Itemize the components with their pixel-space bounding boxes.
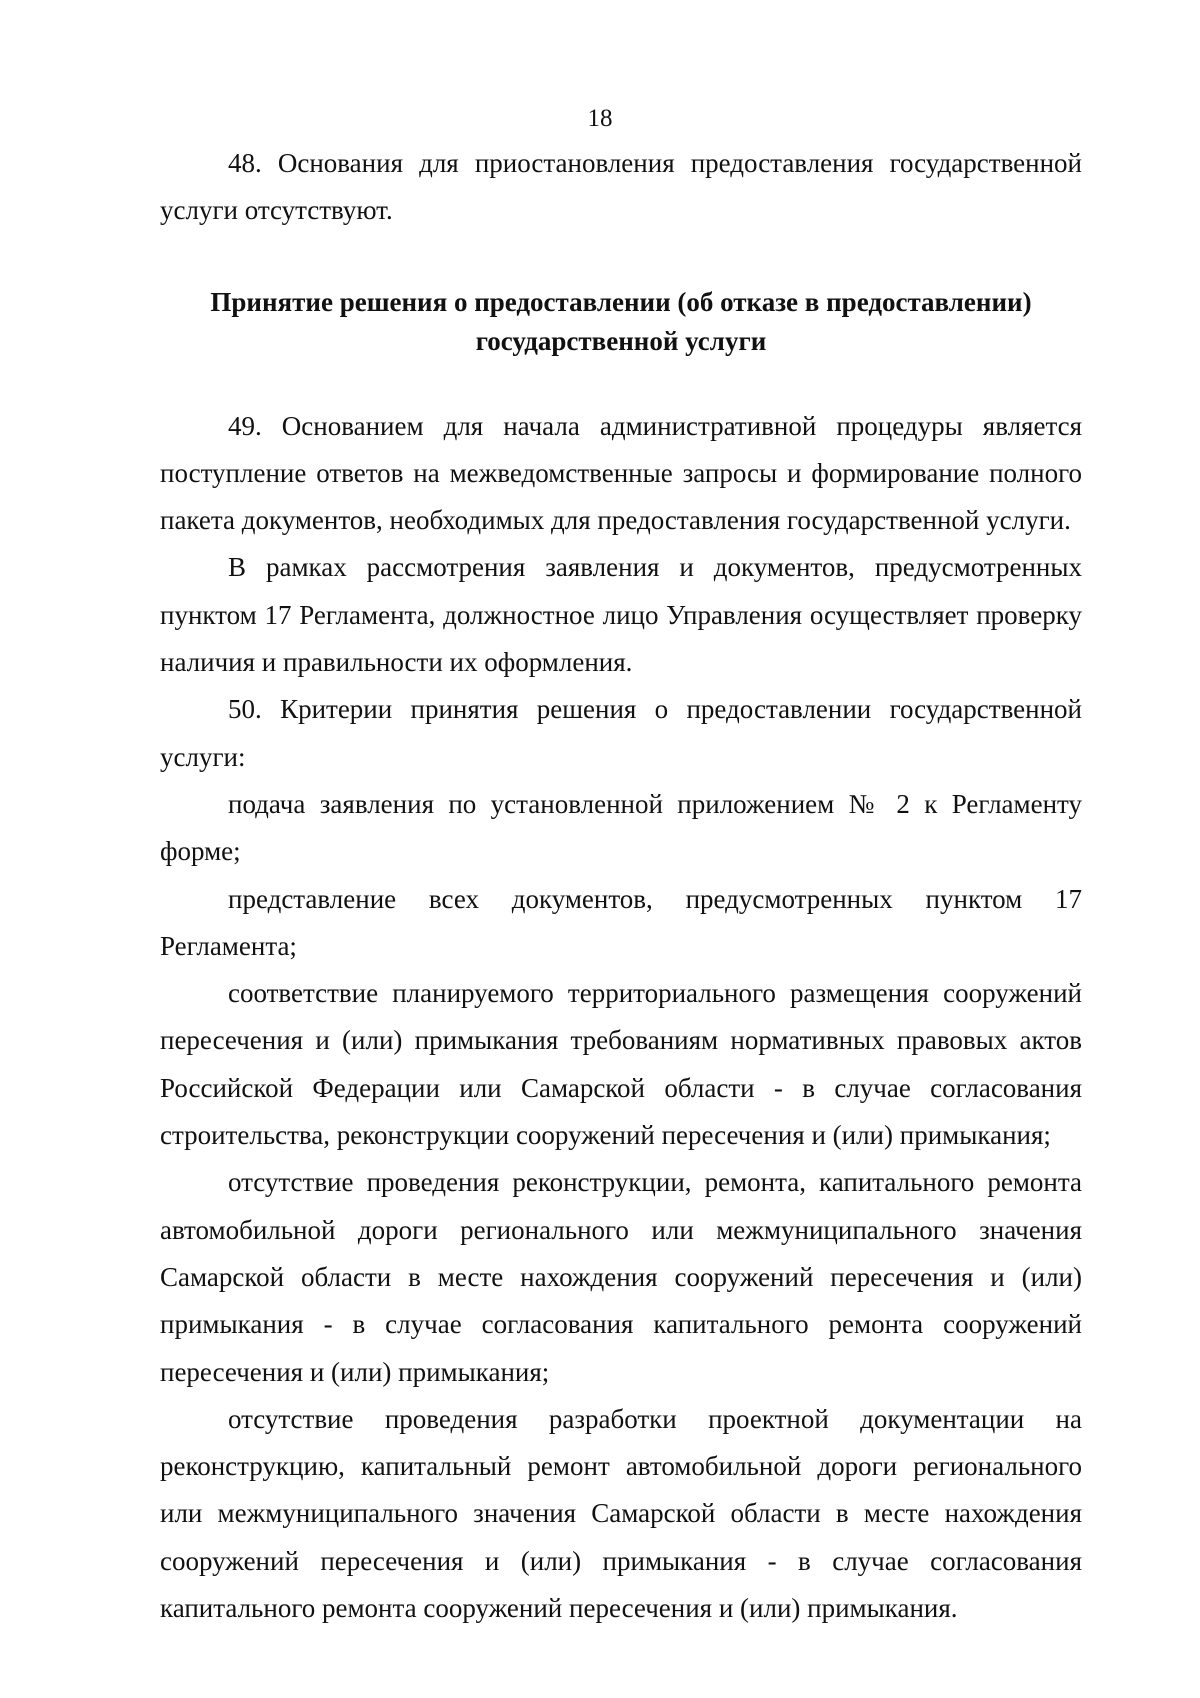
criterion-placement-compliance: соответствие планируемого территориального размещения сооружений пересечения и (или) примыкания требованиям нормативных правовых актов Российской Федерации или Самарской области - в случае согласования строительства, реконструкции сооружений пересечения и (или) примыкания; <box>160 978 1082 1151</box>
criterion-application-form: подача заявления по установленной приложением № 2 к Регламенту форме; <box>160 788 1082 867</box>
paragraph-48: 48. Основания для приостановления предоставления государственной услуги отсутствуют. <box>160 148 1082 226</box>
paragraph-49: 49. Основанием для начала административной процедуры является поступление ответов на межведомственные запросы и формирование полного пакета документов, необходимых для предоставления государственной услуги. <box>160 410 1082 536</box>
section-heading <box>160 283 1082 361</box>
criterion-no-design-documentation: отсутствие проведения разработки проектной документации на реконструкцию, капитальный ремонт автомобильной дороги регионального или межмуниципального значения Самарской области в месте нахождения сооружений пересечения и (или) примыкания - в случае согласования капитального ремонта сооружений пересечения и (или) примыкания. <box>160 1403 1082 1624</box>
criterion-all-documents: представление всех документов, предусмотренных пунктом 17 Регламента; <box>160 883 1082 961</box>
paragraph-review: В рамках рассмотрения заявления и документов, предусмотренных пунктом 17 Регламента, должностное лицо Управления осуществляет проверку наличия и правильности их оформления. <box>160 552 1082 678</box>
section-heading-line-1: Принятие решения о предоставлении (об отказе в предоставлении) <box>210 286 1032 317</box>
paragraph-50: 50. Критерии принятия решения о предоставлении государственной услуги: <box>160 694 1082 772</box>
section-heading-line-2: государственной услуги <box>475 325 767 356</box>
page-number: 18 <box>587 105 613 132</box>
document-body <box>160 140 1082 1632</box>
criterion-no-reconstruction: отсутствие проведения реконструкции, ремонта, капитального ремонта автомобильной дороги регионального или межмуниципального значения Самарской области в месте нахождения сооружений пересечения и (или) примыкания - в случае согласования капитального ремонта сооружений пересечения и (или) примыкания; <box>160 1167 1082 1387</box>
